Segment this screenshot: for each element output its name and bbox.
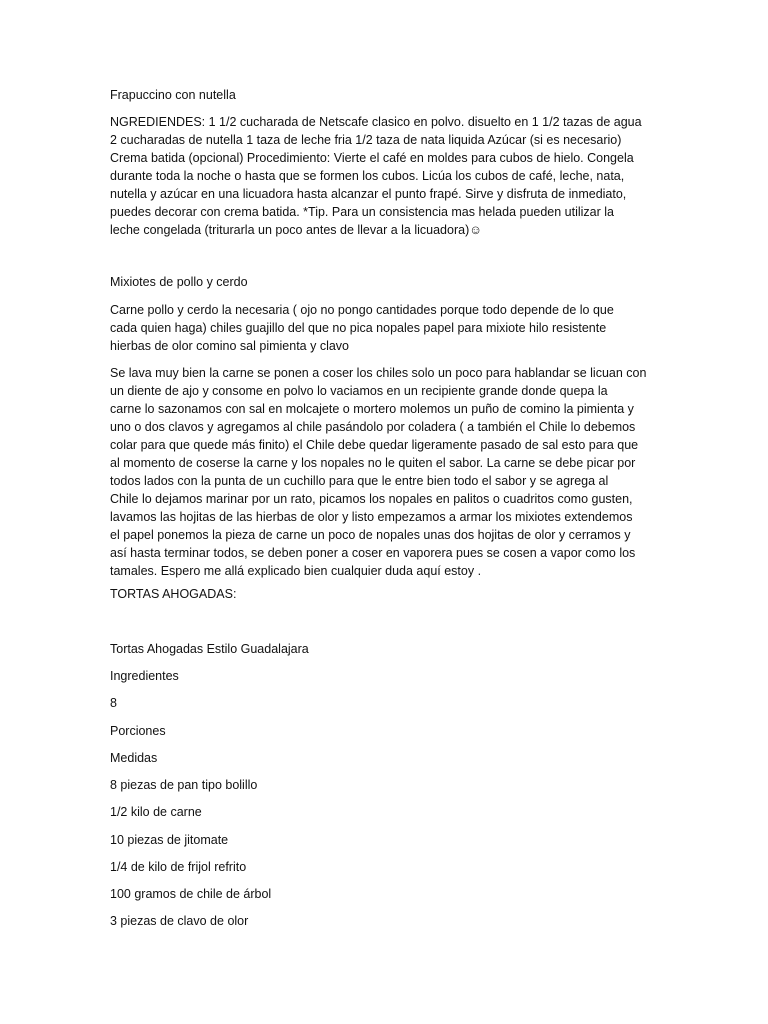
paragraph-line: nutella y azúcar en una licuadora hasta alcanzar el punto frapé. Sirve y disfruta de inmediato, [110,187,627,201]
ingredient-item: 100 gramos de chile de árbol [110,887,272,901]
paragraph-line: NGREDIENDES: 1 1/2 cucharada de Netscafe clasico en polvo. disuelto en 1 1/2 tazas de agua [110,115,642,129]
paragraph-line: 2 cucharadas de nutella 1 taza de leche fria 1/2 taza de nata liquida Azúcar (si es necesario) [110,133,622,147]
paragraph-line: el papel ponemos la pieza de carne un poco de nopales unas dos hojitas de olor y cerramos y [110,528,631,542]
paragraph-line: Chile lo dejamos marinar por un rato, picamos los nopales en palitos o cuadritos como gusten, [110,492,633,506]
recipe-title-frappuccino: Frapuccino con nutella [110,88,236,102]
paragraph-line: al momento de coserse la carne y los nopales no le quiten el sabor. La carne se debe picar por [110,456,636,470]
recipe-title-tortas: Tortas Ahogadas Estilo Guadalajara [110,642,309,656]
paragraph-line: durante toda la noche o hasta que se formen los cubos. Licúa los cubos de café, leche, nata, [110,169,625,183]
paragraph-line: Crema batida (opcional) Procedimiento: Vierte el café en moldes para cubos de hielo. Congela [110,151,634,165]
paragraph-line: Se lava muy bien la carne se ponen a coser los chiles solo un poco para hablandar se licuan con [110,366,647,380]
paragraph-line: uno o dos clavos y agregamos al chile pasándolo por coladera ( a también el Chile lo debemos [110,420,636,434]
servings-label: Porciones [110,724,166,738]
ingredient-item: 1/4 de kilo de frijol refrito [110,860,247,874]
ingredients-label: Ingredientes [110,669,179,683]
paragraph-line: puedes decorar con crema batida. *Tip. Para un consistencia mas helada pueden utilizar la [110,205,614,219]
paragraph-line: leche congelada (triturarla un poco antes de llevar a la licuadora)☺ [110,223,483,237]
section-heading-tortas: TORTAS AHOGADAS: [110,587,237,601]
paragraph-line: cada quien haga) chiles guajillo del que no pica nopales papel para mixiote hilo resistente [110,321,607,335]
paragraph-line: colar para que quede más finito) el Chile debe quedar ligeramente pasado de sal esto para que [110,438,639,452]
paragraph-line: Carne pollo y cerdo la necesaria ( ojo no pongo cantidades porque todo depende de lo que [110,303,614,317]
frappuccino-paragraph [110,113,658,239]
paragraph-line: hierbas de olor comino sal pimienta y clavo [110,339,350,353]
servings-number: 8 [110,696,117,710]
recipe-title-mixiotes: Mixiotes de pollo y cerdo [110,275,248,289]
paragraph-line: carne lo sazonamos con sal en molcajete o mortero molemos un puño de comino la pimienta y [110,402,634,416]
ingredient-item: 3 piezas de clavo de olor [110,914,249,928]
paragraph-line: así hasta terminar todos, se deben poner a coser en vaporera pues se cosen a vapor como los [110,546,636,560]
paragraph-line: tamales. Espero me allá explicado bien cualquier duda aquí estoy . [110,564,482,578]
measures-label: Medidas [110,751,158,765]
ingredient-item: 8 piezas de pan tipo bolillo [110,778,258,792]
ingredient-item: 10 piezas de jitomate [110,833,229,847]
paragraph-line: lavamos las hojitas de las hierbas de olor y listo empezamos a armar los mixiotes extendemos [110,510,633,524]
mixiotes-procedure-paragraph [110,364,658,580]
mixiotes-ingredients-paragraph [110,301,658,355]
paragraph-line: todos lados con la punta de un cuchillo para que le entre bien todo el sabor y se agrega al [110,474,609,488]
paragraph-line: un diente de ajo y consome en polvo lo vaciamos en un recipiente grande donde quepa la [110,384,608,398]
ingredient-item: 1/2 kilo de carne [110,805,202,819]
